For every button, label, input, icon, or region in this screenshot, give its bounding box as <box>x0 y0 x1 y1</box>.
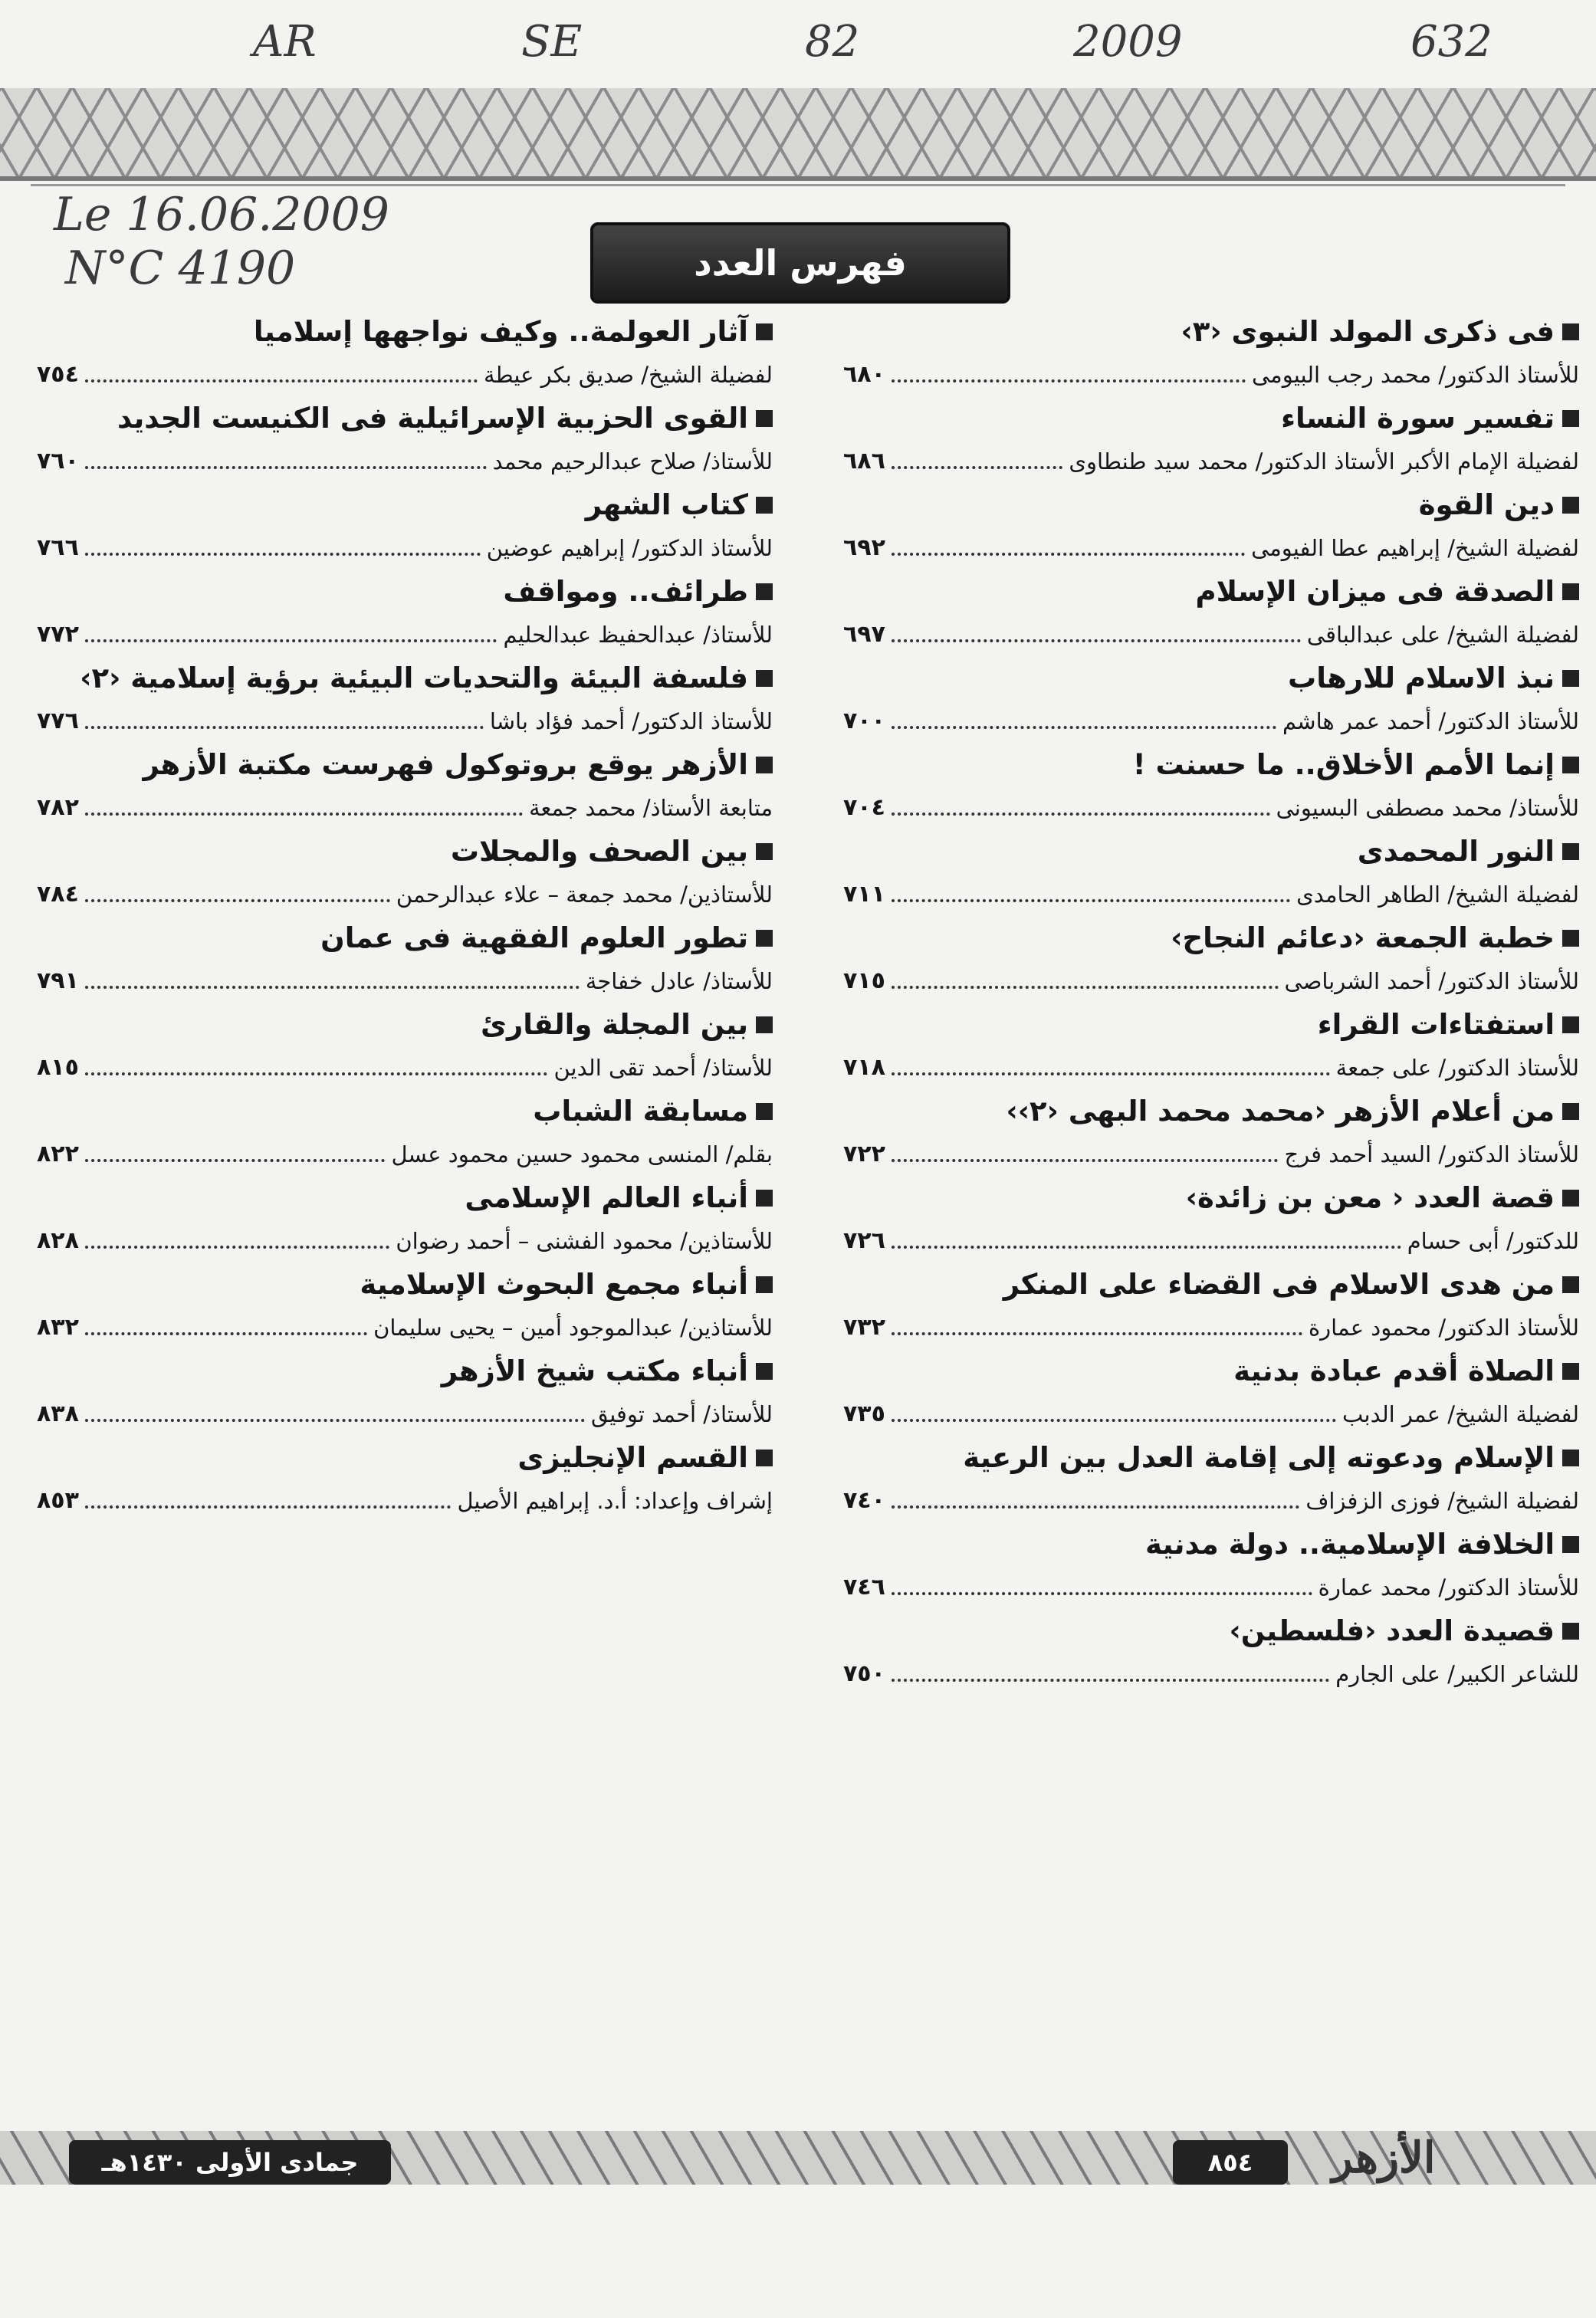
toc-entry-title <box>37 397 773 439</box>
toc-entry-author-line <box>37 1305 773 1350</box>
toc-entry-page: ٧٥٠ <box>843 1660 885 1687</box>
bullet-square-icon <box>1562 410 1579 427</box>
toc-entry-page: ٧٩١ <box>37 967 79 994</box>
dot-leader <box>85 813 523 816</box>
bullet-square-icon <box>756 1276 773 1293</box>
dot-leader <box>85 1072 548 1075</box>
toc-entry-author: للأستاذين/ محمد جمعة – علاء عبدالرحمن <box>396 882 773 908</box>
toc-entry <box>37 1003 773 1090</box>
toc-entry-author-line <box>37 1392 773 1436</box>
toc-entry-title-text: بين المجلة والقارئ <box>481 1008 748 1041</box>
toc-entry-title-text: قصيدة العدد ‹فلسطين› <box>1229 1614 1555 1647</box>
toc-entry-author-line <box>843 786 1579 830</box>
toc-entry-author: للأستاذين/ محمود الفشنى – أحمد رضوان <box>396 1228 773 1254</box>
toc-entry-author-line <box>843 1305 1579 1350</box>
page-title-text: فهرس العدد <box>694 242 907 284</box>
toc-entry-author-line <box>843 1652 1579 1696</box>
toc-entry-title-text: من هدى الاسلام فى القضاء على المنكر <box>1003 1268 1555 1301</box>
toc-entry-author-line <box>843 1565 1579 1610</box>
handwritten-note-se: SE <box>521 17 583 67</box>
dot-leader <box>892 1505 1299 1509</box>
toc-entry-author-line <box>37 786 773 830</box>
toc-entry-title-text: النور المحمدى <box>1357 835 1555 868</box>
toc-entry-title <box>843 657 1579 699</box>
toc-entry-page: ٨١٥ <box>37 1054 79 1081</box>
page-number-badge <box>1173 2140 1288 2185</box>
toc-entry-title <box>843 397 1579 439</box>
toc-entry <box>843 1610 1579 1696</box>
dot-leader <box>892 986 1279 989</box>
toc-entry-author: للأستاذ/ محمد مصطفى البسيونى <box>1276 795 1579 821</box>
toc-entry-title <box>843 484 1579 526</box>
toc-entry-author-line <box>37 612 773 657</box>
toc-entry-page: ٧١٥ <box>843 967 885 994</box>
toc-entry-page: ٧١٨ <box>843 1054 885 1081</box>
toc-entry <box>37 1177 773 1263</box>
page-title <box>590 222 1010 304</box>
dot-leader <box>85 1505 452 1509</box>
toc-entry <box>843 1003 1579 1090</box>
toc-entry-author: للدكتور/ أبى حسام <box>1407 1228 1579 1254</box>
dot-leader <box>85 986 580 989</box>
bullet-square-icon <box>1562 1103 1579 1120</box>
toc-entry-title <box>843 1090 1579 1132</box>
toc-entry <box>843 657 1579 744</box>
dot-leader <box>85 1159 386 1162</box>
toc-entry-title <box>37 1003 773 1046</box>
handwritten-code: N°C 4190 <box>65 241 296 295</box>
dot-leader <box>85 1332 367 1335</box>
handwritten-note-year: 2009 <box>1073 17 1183 67</box>
toc-entry-title-text: بين الصحف والمجلات <box>450 835 748 868</box>
handwritten-note-ar: AR <box>253 17 317 67</box>
bullet-square-icon <box>1562 1276 1579 1293</box>
toc-entry-author-line <box>37 699 773 744</box>
bullet-square-icon <box>756 323 773 340</box>
bullet-square-icon <box>1562 1190 1579 1207</box>
toc-entry <box>37 917 773 1003</box>
toc-entry-author: متابعة الأستاذ/ محمد جمعة <box>528 795 773 821</box>
toc-entry <box>843 1436 1579 1523</box>
toc-entry-page: ٧٤٦ <box>843 1574 885 1601</box>
toc-entry-author: لفضيلة الشيخ/ إبراهيم عطا الفيومى <box>1251 535 1579 561</box>
toc-entry-title-text: أنباء مجمع البحوث الإسلامية <box>360 1268 748 1301</box>
toc-entry-page: ٧٣٢ <box>843 1314 885 1341</box>
toc-entry-author: للأستاذ الدكتور/ السيد أحمد فرج <box>1284 1141 1579 1167</box>
toc-entry-author-line <box>37 1132 773 1177</box>
toc-entry-author-line <box>37 959 773 1003</box>
toc-entry-title-text: الخلافة الإسلامية.. دولة مدنية <box>1145 1528 1555 1561</box>
bullet-square-icon <box>1562 843 1579 860</box>
toc-entry-title <box>843 917 1579 959</box>
toc-entry-title-text: نبذ الاسلام للارهاب <box>1288 662 1555 694</box>
toc-entry-author: للشاعر الكبير/ على الجارم <box>1335 1661 1579 1687</box>
toc-entry-page: ٧٦٦ <box>37 534 79 561</box>
toc-entry-page: ٦٩٧ <box>843 621 885 648</box>
toc-entry-author: للأستاذ الدكتور/ أحمد فؤاد باشا <box>489 708 773 734</box>
toc-entry-author: لفضيلة الشيخ/ فوزى الزفزاف <box>1305 1488 1579 1514</box>
toc-entry-title <box>843 1436 1579 1479</box>
toc-entry-author-line <box>843 872 1579 917</box>
toc-entry-title-text: مسابقة الشباب <box>533 1095 748 1128</box>
toc-entry-title-text: فى ذكرى المولد النبوى ‹٣› <box>1181 315 1555 348</box>
toc-entry-author: للأستاذ الدكتور/ محمد رجب البيومى <box>1252 362 1579 388</box>
toc-entry-author: للأستاذ الدكتور/ إبراهيم عوضين <box>486 535 773 561</box>
toc-entry-author: لفضيلة الإمام الأكبر الأستاذ الدكتور/ محمد سيد طنطاوى <box>1069 448 1579 474</box>
toc-entry-page: ٧٢٢ <box>843 1141 885 1167</box>
handwritten-date: Le 16.06.2009 <box>54 188 389 241</box>
bullet-square-icon <box>756 757 773 773</box>
toc-entry-page: ٧٨٢ <box>37 794 79 821</box>
toc-entry-author: لفضيلة الشيخ/ الطاهر الحامدى <box>1296 882 1579 908</box>
toc-entry-author: للأستاذ/ عبدالحفيظ عبدالحليم <box>503 622 773 648</box>
bullet-square-icon <box>1562 583 1579 600</box>
dot-leader <box>892 1679 1329 1682</box>
toc-entry-page: ٧٦٠ <box>37 448 79 474</box>
toc-entry <box>843 917 1579 1003</box>
toc-entry-author: للأستاذ الدكتور/ محمد عمارة <box>1318 1574 1579 1601</box>
toc-entry-page: ٨٢٨ <box>37 1227 79 1254</box>
dot-leader <box>85 726 484 729</box>
toc-entry-title-text: الإسلام ودعوته إلى إقامة العدل بين الرعية <box>963 1441 1555 1474</box>
toc-entry-title-text: الصدقة فى ميزان الإسلام <box>1195 575 1555 608</box>
toc-entry-title <box>37 484 773 526</box>
toc-entry-author-line <box>843 1046 1579 1090</box>
toc-entry-author: للأستاذين/ عبدالموجود أمين – يحيى سليمان <box>373 1315 773 1341</box>
toc-entry-title <box>37 310 773 353</box>
toc-entry <box>843 1090 1579 1177</box>
issue-date-badge <box>69 2140 391 2185</box>
dot-leader <box>892 1332 1302 1335</box>
toc-entry-page: ٦٨٠ <box>843 361 885 388</box>
bullet-square-icon <box>756 1363 773 1380</box>
toc-entry-title <box>37 917 773 959</box>
toc-entry-page: ٧٥٤ <box>37 361 79 388</box>
bullet-square-icon <box>756 1103 773 1120</box>
dot-leader <box>892 899 1290 902</box>
toc-entry <box>37 1263 773 1350</box>
bullet-square-icon <box>756 410 773 427</box>
dot-leader <box>892 466 1062 469</box>
toc-entry-author: إشراف وإعداد: أ.د. إبراهيم الأصيل <box>457 1488 773 1514</box>
toc-entry-title-text: كتاب الشهر <box>585 488 748 521</box>
bullet-square-icon <box>756 583 773 600</box>
toc-entry-title <box>843 1610 1579 1652</box>
bullet-square-icon <box>1562 757 1579 773</box>
dot-leader <box>892 726 1276 729</box>
toc-entry-author: لفضيلة الشيخ/ عمر الدبب <box>1342 1401 1579 1427</box>
toc-entry <box>843 744 1579 830</box>
toc-entry-page: ٧٣٥ <box>843 1400 885 1427</box>
toc-entry <box>37 397 773 484</box>
bullet-square-icon <box>1562 1536 1579 1553</box>
toc-entry-title-text: إنما الأمم الأخلاق.. ما حسنت ! <box>1132 748 1555 781</box>
bullet-square-icon <box>1562 1450 1579 1466</box>
toc-entry <box>843 1177 1579 1263</box>
toc-entry-title <box>37 744 773 786</box>
toc-entry-title-text: الصلاة أقدم عبادة بدنية <box>1233 1354 1555 1387</box>
toc-entry-author: للأستاذ الدكتور/ أحمد عمر هاشم <box>1282 708 1579 734</box>
toc-entry-title-text: دين القوة <box>1418 488 1555 521</box>
toc-entry-page: ٨٣٨ <box>37 1400 79 1427</box>
handwritten-note-82: 82 <box>805 17 860 67</box>
toc-entry-author-line <box>843 1219 1579 1263</box>
toc-entry-title <box>37 1263 773 1305</box>
toc-entry-title <box>37 657 773 699</box>
toc-entry-title <box>37 1090 773 1132</box>
toc-entry-page: ٧٠٤ <box>843 794 885 821</box>
toc-entry <box>37 1090 773 1177</box>
toc-entry-author: لفضيلة الشيخ/ على عبدالباقى <box>1306 622 1579 648</box>
toc-entry <box>843 1263 1579 1350</box>
toc-entry-author: بقلم/ المنسى محمود حسين محمود عسل <box>391 1141 773 1167</box>
toc-entry <box>843 830 1579 917</box>
toc-entry-author-line <box>843 1392 1579 1436</box>
toc-entry <box>843 484 1579 570</box>
dot-leader <box>85 1246 389 1249</box>
toc-entry <box>37 830 773 917</box>
toc-entry-title-text: آثار العولمة.. وكيف نواجهها إسلاميا <box>253 315 748 348</box>
toc-entry-page: ٧٧٦ <box>37 708 79 734</box>
toc-entry <box>843 397 1579 484</box>
toc-entry-title <box>843 830 1579 872</box>
toc-entry-author-line <box>37 439 773 484</box>
toc-entry-page: ٧١١ <box>843 881 885 908</box>
toc-entry <box>37 744 773 830</box>
toc-entry-title <box>37 570 773 612</box>
toc-entry-page: ٧٠٠ <box>843 708 885 734</box>
dot-leader <box>85 553 481 556</box>
toc-entry-title-text: الأزهر يوقع بروتوكول فهرست مكتبة الأزهر <box>143 748 748 781</box>
toc-entry-page: ٧٨٤ <box>37 881 79 908</box>
toc-left-column <box>37 310 773 1523</box>
toc-entry-title <box>843 1177 1579 1219</box>
toc-entry-title-text: خطبة الجمعة ‹دعائم النجاح› <box>1171 921 1555 954</box>
bullet-square-icon <box>756 1450 773 1466</box>
dot-leader <box>892 379 1246 383</box>
toc-entry-author-line <box>37 1219 773 1263</box>
bullet-square-icon <box>756 1016 773 1033</box>
dot-leader <box>85 1419 585 1422</box>
dot-leader <box>892 1159 1279 1162</box>
bullet-square-icon <box>1562 1623 1579 1640</box>
toc-entry <box>37 570 773 657</box>
toc-entry-author: للأستاذ الدكتور/ على جمعة <box>1335 1055 1579 1081</box>
toc-entry-author-line <box>843 439 1579 484</box>
toc-entry-author: للأستاذ/ عادل خفاجة <box>585 968 773 994</box>
bullet-square-icon <box>1562 670 1579 687</box>
toc-entry-page: ٧٢٦ <box>843 1227 885 1254</box>
toc-entry-title <box>843 744 1579 786</box>
decorative-top-border <box>0 88 1596 181</box>
toc-entry-title-text: استفتاءات القراء <box>1317 1008 1555 1041</box>
dot-leader <box>85 466 487 469</box>
dot-leader <box>892 553 1245 556</box>
toc-entry-author-line <box>37 526 773 570</box>
toc-entry <box>37 1436 773 1523</box>
toc-entry <box>843 310 1579 397</box>
frame-line <box>31 184 1565 186</box>
toc-entry-author: للأستاذ الدكتور/ أحمد الشرباصى <box>1284 968 1579 994</box>
toc-right-column <box>843 310 1579 1696</box>
toc-entry-title <box>843 570 1579 612</box>
toc-entry-title-text: القوى الحزبية الإسرائيلية فى الكنيست الجديد <box>117 402 748 435</box>
toc-entry-title <box>843 310 1579 353</box>
toc-entry-title-text: القسم الإنجليزى <box>517 1441 748 1474</box>
dot-leader <box>892 813 1270 816</box>
bullet-square-icon <box>1562 930 1579 947</box>
toc-entry-author: لفضيلة الشيخ/ صديق بكر عيطة <box>483 362 773 388</box>
toc-entry-author: للأستاذ الدكتور/ محمود عمارة <box>1308 1315 1579 1341</box>
toc-entry-author-line <box>843 699 1579 744</box>
bullet-square-icon <box>756 670 773 687</box>
dot-leader <box>892 1419 1336 1422</box>
dot-leader <box>892 639 1301 642</box>
dot-leader <box>892 1592 1312 1595</box>
toc-entry-author-line <box>843 353 1579 397</box>
toc-entry-title <box>37 1436 773 1479</box>
dot-leader <box>892 1246 1401 1249</box>
toc-entry-title-text: طرائف.. ومواقف <box>503 575 748 608</box>
bullet-square-icon <box>1562 497 1579 514</box>
toc-entry-page: ٨٢٢ <box>37 1141 79 1167</box>
toc-entry-title <box>843 1263 1579 1305</box>
dot-leader <box>85 379 478 383</box>
toc-entry-title <box>37 1350 773 1392</box>
toc-entry-author-line <box>37 1479 773 1523</box>
toc-entry-title-text: قصة العدد ‹ معن بن زائدة› <box>1185 1181 1555 1214</box>
page-number: ٨٥٤ <box>1207 2148 1253 2177</box>
toc-entry-page: ٧٤٠ <box>843 1487 885 1514</box>
toc-entry-title <box>37 1177 773 1219</box>
toc-entry-page: ٦٩٢ <box>843 534 885 561</box>
handwritten-note-number: 632 <box>1410 17 1493 67</box>
toc-entry-page: ٨٣٢ <box>37 1314 79 1341</box>
toc-entry <box>843 1523 1579 1610</box>
toc-entry-title-text: من أعلام الأزهر ‹محمد محمد البهى ‹٢›› <box>1006 1095 1555 1128</box>
toc-entry-author: للأستاذ/ أحمد تقى الدين <box>553 1055 773 1081</box>
toc-entry-author-line <box>843 959 1579 1003</box>
toc-entry-author-line <box>37 1046 773 1090</box>
toc-entry-author-line <box>843 526 1579 570</box>
issue-date: جمادى الأولى ١٤٣٠هـ <box>101 2148 359 2177</box>
toc-entry-author-line <box>37 872 773 917</box>
toc-entry-author-line <box>37 353 773 397</box>
bullet-square-icon <box>1562 1016 1579 1033</box>
toc-entry-author-line <box>843 1479 1579 1523</box>
toc-entry-title-text: تفسير سورة النساء <box>1281 402 1555 435</box>
toc-entry-page: ٨٥٣ <box>37 1487 79 1514</box>
toc-entry-page: ٧٧٢ <box>37 621 79 648</box>
bullet-square-icon <box>756 497 773 514</box>
dot-leader <box>85 639 498 642</box>
toc-entry <box>843 1350 1579 1436</box>
toc-entry-title <box>37 830 773 872</box>
toc-entry <box>37 484 773 570</box>
toc-entry <box>37 310 773 397</box>
bullet-square-icon <box>1562 1363 1579 1380</box>
toc-entry-title <box>843 1523 1579 1565</box>
bullet-square-icon <box>756 843 773 860</box>
toc-entry-title-text: أنباء العالم الإسلامى <box>465 1181 748 1214</box>
dot-leader <box>85 899 390 902</box>
dot-leader <box>892 1072 1330 1075</box>
toc-entry-title <box>843 1350 1579 1392</box>
toc-entry-author-line <box>843 1132 1579 1177</box>
bullet-square-icon <box>756 930 773 947</box>
toc-entry-title-text: فلسفة البيئة والتحديات البيئية برؤية إسلامية ‹٢› <box>80 662 748 694</box>
toc-entry-title-text: أنباء مكتب شيخ الأزهر <box>441 1354 748 1387</box>
bullet-square-icon <box>756 1190 773 1207</box>
toc-entry-title <box>843 1003 1579 1046</box>
toc-entry <box>843 570 1579 657</box>
toc-entry-page: ٦٨٦ <box>843 448 885 474</box>
toc-entry <box>37 657 773 744</box>
toc-entry-author: للأستاذ/ أحمد توفيق <box>591 1401 773 1427</box>
alazhar-logo: الأزهر <box>1332 2132 1436 2183</box>
toc-entry-author: للأستاذ/ صلاح عبدالرحيم محمد <box>492 448 773 474</box>
toc-entry-title-text: تطور العلوم الفقهية فى عمان <box>320 921 748 954</box>
toc-entry-author-line <box>843 612 1579 657</box>
bullet-square-icon <box>1562 323 1579 340</box>
toc-entry <box>37 1350 773 1436</box>
